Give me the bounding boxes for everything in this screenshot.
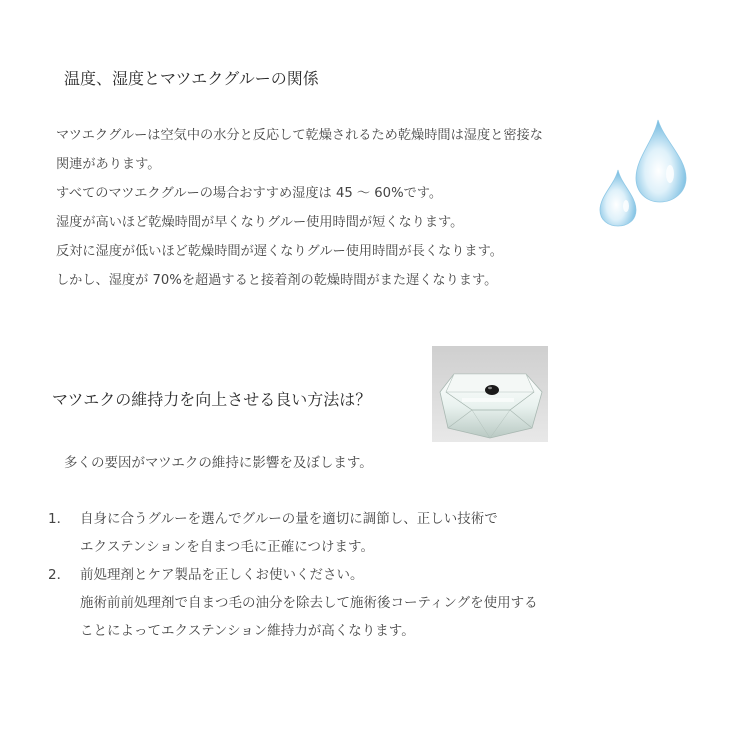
glue-crystal-stone-photo	[432, 346, 548, 442]
water-drops-icon	[596, 118, 688, 228]
list-item-number: 2．	[48, 567, 71, 583]
list-item	[48, 561, 538, 589]
list-item-line: エクステンションを自まつ毛に正確につけます。	[80, 539, 374, 555]
paragraph-line: マツエクグルーは空気中の水分と反応して乾燥されるため乾燥時間は湿度と密接な	[56, 128, 543, 143]
section-title-temperature-humidity: 温度、湿度とマツエクグルーの関係	[64, 69, 319, 88]
paragraph-line: しかし、湿度が 70%を超過すると接着剤の乾燥時間がまた遅くなります。	[56, 273, 498, 288]
paragraph-line: 湿度が高いほど乾燥時間が早くなりグルー使用時間が短くなります。	[56, 215, 464, 230]
retention-intro: 多くの要因がマツエクの維持に影響を及ぼします。	[64, 455, 373, 471]
list-item	[48, 505, 538, 533]
paragraph-line: すべてのマツエクグルーの場合おすすめ湿度は 45 ～ 60%です。	[56, 186, 443, 201]
humidity-paragraph	[56, 121, 656, 295]
paragraph-line: 反対に湿度が低いほど乾燥時間が遅くなりグルー使用時間が長くなります。	[56, 244, 503, 259]
paragraph-line: 関連があります。	[56, 157, 161, 172]
list-item-number: 1．	[48, 511, 71, 527]
list-item-line: 自身に合うグルーを選んでグルーの量を適切に調節し、正しい技術で	[80, 511, 498, 527]
list-item-line: 前処理剤とケア製品を正しくお使いください。	[80, 567, 364, 583]
list-item-line: 施術前前処理剤で自まつ毛の油分を除去して施術後コーティングを使用する	[80, 595, 538, 611]
list-item-line: ことによってエクステンション維持力が高くなります。	[80, 623, 415, 639]
retention-tips-list	[48, 505, 538, 645]
section-title-retention: マツエクの維持力を向上させる良い方法は？	[52, 390, 372, 409]
